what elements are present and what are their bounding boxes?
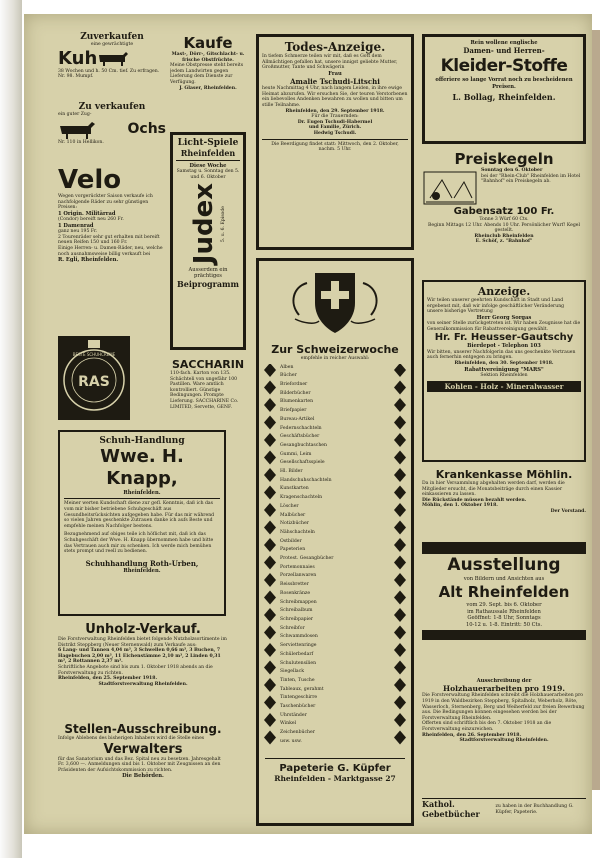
diamond-ornament: [394, 643, 406, 657]
schweiz-list-item: Bureau-Artikel: [280, 416, 315, 422]
schweiz-title: Zur Schweizerwoche: [271, 343, 399, 356]
diamond-ornament: [264, 625, 276, 639]
stellen-title: Stellen-Ausschreibung.: [64, 722, 222, 736]
diamond-ornament: [394, 485, 406, 499]
schweiz-list-item: Schreibalbum: [280, 608, 313, 614]
ad-signature: Die Behörden.: [122, 773, 164, 780]
schweiz-list-item: Zeichenbücher: [280, 730, 315, 736]
todes-title: Todes-Anzeige.: [284, 40, 386, 54]
schweiz-list-item: Geschäftsbücher: [280, 434, 320, 440]
judex-title: Judex: [189, 182, 220, 265]
papeterie-title: Papeterie G. Küpfer: [279, 762, 391, 774]
knapp-signature-city: Rheinfelden.: [123, 567, 161, 574]
ad-text: Beginn Mittags 12 Uhr. Abends 10 Uhr. Persönlicher Wurf! Kegel gestellt.: [427, 222, 580, 234]
todes-mourner: Hedwig Tschudi.: [313, 130, 357, 136]
diamond-ornament: [264, 555, 276, 569]
schweiz-list-item: Uhrständer: [280, 712, 307, 718]
ad-signature: Rheinfelden, den 30. September 1918.: [454, 360, 554, 366]
ad-text: Da in hier Versammlung abgehalten werden darf, werden die Mitglieder ersucht, die Monatsbeiträge durch einen Kassier einkassieren zu lassen.: [422, 481, 565, 498]
ad-signature: L. Bollag, Rheinfelden.: [452, 92, 556, 103]
ad-stellen: [58, 722, 228, 822]
ad-text: bei der "Rhein-Club" Rheinfelden im Hotel "Bahnhof" ein Preiskegeln ab.: [481, 173, 581, 185]
shoe-cream-tin-image: [58, 336, 130, 420]
todes-frau: Frau: [328, 70, 342, 77]
preiskegeln-title: Preiskegeln: [454, 150, 554, 168]
schweiz-list-item: usw. usw.: [280, 738, 302, 744]
schweiz-list-item: Gesangbuchtaschen: [280, 442, 327, 448]
holzhauer-title: Ausschreibung der: [476, 678, 532, 684]
ad-signature: Rheinclub Rheinfelden: [474, 233, 534, 239]
kuh-title: Kuh: [58, 47, 98, 69]
ad-text: Wir bitten, unserer Nachfolgerin das uns geschenkte Vertrauen auch fernerhin entgegen zu bringen.: [427, 349, 576, 361]
ad-text: 110-fach. Karton von 135. Schächteli von ungefähr 100 Pastillen. Ware amtlich kontrolliert. Günstige Bedingungen. Prompte Lieferung. SACCHARINE Co. LIMITED, Servette, GENF.: [170, 371, 239, 410]
schweiz-list-item: Malbücher: [280, 512, 306, 518]
diamond-ornament: [394, 695, 406, 709]
kleider-intro2: Damen- und Herren-: [463, 46, 545, 56]
ausstellung-hours: 10-12 u. 1-8. Eintritt: 50 Cts.: [465, 621, 543, 628]
schweiz-list-item: Briefordner: [280, 382, 308, 387]
schweiz-list-item: Portemonnaies: [280, 564, 315, 570]
diamond-ornament: [264, 590, 276, 604]
column-middle: [254, 18, 418, 808]
lichtspiele-dates: Samstag u. Sonntag den 5. und 6. Oktober: [176, 169, 240, 180]
schweiz-list-item: Ostbilder: [280, 538, 302, 544]
diamond-ornament: [264, 450, 276, 464]
gebet-signature: zu haben in der Buchhandlung G. Küpfer, Papeterie.: [495, 804, 574, 815]
holzhauer-title2: Holzhauerarbeiten pro 1919.: [443, 684, 565, 694]
diamond-ornament: [264, 730, 276, 744]
schweiz-subtitle: empfehle in reicher Auswahl:: [300, 356, 370, 361]
schweiz-item-list: [280, 364, 390, 754]
kaufe-title: Kaufe: [183, 34, 233, 52]
lichtspiele-city: Rheinfelden: [180, 148, 236, 158]
schweiz-list-item: Tableaux, gerahmt: [280, 686, 324, 692]
schweiz-list-item: Porzellanwaren: [280, 573, 317, 579]
beiprogramm-title: Beiprogramm: [177, 279, 239, 290]
ad-signature: Möhlin, den 1. Oktober 1918.: [422, 503, 498, 509]
schweiz-list-item: Löscher: [280, 503, 299, 509]
schweiz-list-item: Gummi, Leim: [280, 451, 312, 457]
ad-signature: R. Egli, Rheinfelden.: [58, 257, 119, 264]
ad-kleider: [422, 34, 586, 144]
ad-ochs: [58, 102, 166, 160]
ad-text: Meine Obstpresse steht bereits jedem Landwirten gegen Lieferung dem Dienste zur Verfügung.: [170, 63, 244, 85]
ad-preiskegeln: [422, 150, 586, 274]
saccharin-title: SACCHARIN: [171, 358, 245, 371]
diamond-ornament: [264, 713, 276, 727]
diamond-ornament: [264, 415, 276, 429]
ad-saccharin: [170, 358, 246, 424]
black-rule: [422, 630, 586, 640]
schweiz-list-item: Kunstkarten: [280, 486, 309, 492]
rabatt-title: Rabattvereinigung "MARS": [464, 366, 544, 373]
diamond-ornament: [394, 380, 406, 394]
diamond-ornament: [394, 608, 406, 622]
diamond-ornament: [264, 678, 276, 692]
ad-text: In tiefem Schmerze teilen wir mit, daß es Gott dem Allmächtigen gefallen hat, unsere innigst geliebte Mutter, Großmutter, Tante und Schwägerin: [262, 54, 398, 71]
todes-place: Rheinfelden, den 29. September 1918.: [285, 108, 385, 114]
schweiz-list-item: Notizbücher: [280, 521, 309, 527]
diamond-ornament: [394, 713, 406, 727]
column-right: [420, 18, 588, 819]
ad-text: Nr. 110 in Hellikon.: [58, 139, 104, 145]
ad-kuh: [58, 32, 166, 94]
divider: [262, 139, 408, 140]
diamond-ornament: [394, 468, 406, 482]
diamond-ornament: [394, 538, 406, 552]
ad-todes: [256, 34, 414, 250]
divider: [265, 758, 405, 759]
diamond-ornament: [264, 433, 276, 447]
cow-icon: [97, 49, 129, 67]
schweiz-list-item: Schulutensilien: [280, 660, 317, 666]
ad-signature: Rheinfelden, den 25. September 1918.: [58, 676, 158, 682]
judex-episode: 5. u. 6. Episode: [221, 205, 227, 242]
ad-line: 1 Damenrad: [58, 222, 94, 229]
anzeige-name: Herr Georg Sorgas: [476, 314, 532, 321]
ad-heading: Zuverkaufen: [80, 32, 144, 42]
schweiz-list-item: Kragenschachteln: [280, 495, 323, 501]
ad-text: Bezugnehmend auf obiges teile ich höflichst mit, daß ich das Schuhgeschäft der Wwe. H. Knapp übernommen habe und bitte das Vertrauen auch mir zu schenken. Ich werde mich bemühen stets prompt und reell zu bedienen.: [64, 532, 214, 555]
todes-mourners: Für die Trauernden:: [311, 114, 359, 120]
ausstellung-hours: Geöffnet: 1-8 Uhr, Sonntags: [467, 615, 541, 622]
velo-title: Velo: [58, 166, 122, 195]
schweiz-list-item: Schülerbedarf: [280, 651, 314, 657]
column-left: [56, 18, 244, 808]
lichtspiele-week: Diese Woche: [189, 163, 227, 169]
ad-line: Einige Herren- u. Damen-Räder, neu, welche noch ausnahmsweise billig verkauft bei: [58, 245, 163, 257]
schweiz-list-item: Rosenkränze: [280, 590, 311, 596]
schweiz-list-item: Handschuhschachteln: [280, 477, 332, 483]
diamond-border-left: [263, 364, 277, 754]
diamond-ornament: [394, 555, 406, 569]
knapp-city: Rheinfelden.: [123, 490, 161, 496]
schweiz-list-item: Reissbretter: [280, 582, 309, 588]
gabensatz-title: Gabensatz 100 Fr.: [453, 206, 555, 217]
black-rule: [422, 542, 586, 554]
ad-gebet: [422, 798, 586, 824]
lichtspiele-title: Licht-Spiele: [177, 138, 239, 148]
ad-anzeige: [422, 280, 586, 462]
ad-schweizerwoche: [256, 258, 414, 826]
ad-velo: [58, 166, 166, 326]
ad-text: Die Rückstände müssen bezahlt werden.: [422, 497, 527, 503]
ad-knapp: [58, 430, 226, 616]
diamond-ornament: [264, 503, 276, 517]
ad-line: 1 Origin. Militärrad: [58, 210, 116, 217]
ausstellung-title: Ausstellung: [447, 555, 561, 575]
schweiz-list-item: Nähschachteln: [280, 529, 315, 535]
schweiz-list-item: Schwammdosen: [280, 634, 318, 640]
diamond-ornament: [264, 643, 276, 657]
ox-icon: [58, 118, 98, 140]
schweiz-list-item: Schreibpapier: [280, 616, 314, 622]
anzeige-title: Anzeige.: [477, 285, 531, 298]
kleider-title: Kleider-Stoffe: [440, 56, 568, 77]
ad-signature: Rheinfelden, den 26. September 1918.: [422, 732, 522, 738]
ad-text: Meiner werten Kundschaft diene zur gefl. Kenntnis, daß ich das vom mir bisher betriebene Schuhgeschäft aus Gesundheitsrücksichten aufgegeben habe. Für das mir während so vielen Jahren geschenkte Zutrauen danke ich aufs Beste und empfehle meinen Nachfolger bestens.: [64, 501, 215, 529]
ad-signature: Stadtforstverwaltung Rheinfelden.: [459, 738, 549, 744]
divider: [176, 160, 240, 161]
watch-brand: RAS: [78, 374, 110, 390]
diamond-ornament: [394, 450, 406, 464]
ad-signature: E. Schöf, z. "Bahnhof": [475, 239, 533, 245]
knapp-heading: Schuh-Handlung: [99, 436, 185, 446]
ad-text: Die Forstverwaltung Rheinfelden bietet folgende Nutzholzsortimente im Distrikt Steppberg (Neuer Sternenwald) zum Verkaufe aus:: [58, 637, 227, 648]
ad-ausstellung: [422, 542, 586, 674]
ad-text: Wir teilen unserer geehrten Kundschaft in Stadt und Land ergebenst mit, daß wir infolge geschäftlicher Veränderung unsere bisherige Vertretung: [427, 298, 565, 315]
ad-line: 2 Tourenräder sehr gut erhalten mit bereift neuen Reifen 150 und 160 Fr.: [58, 234, 160, 246]
schweiz-list-item: Protest. Gesangbücher: [280, 556, 334, 562]
diamond-ornament: [394, 678, 406, 692]
gebet-title: Kathol. Gebetbücher: [422, 799, 480, 819]
papeterie-address: Rheinfelden - Marktgasse 27: [274, 773, 396, 783]
ausstellung-place: im Rathaussale Rheinfelden: [467, 608, 541, 615]
swiss-crest-image: [259, 263, 411, 343]
ad-text: offeriere so lange Vorrat noch zu bescheidenen Preisen.: [435, 77, 573, 90]
kranken-title: Krankenkasse Möhlin.: [435, 468, 573, 481]
knapp-signature: Schuhhandlung Roth-Urben,: [85, 558, 199, 568]
diamond-border-right: [393, 364, 407, 754]
ad-text: Die Forstverwaltung Rheinfelden schreibt die Holzhauerarbeiten pro 1919 in den Waldbezirken Steppberg, Spitalholz, Weberholz, Röte, Wasserloch, Sternenberg, Berg und Weiherfeld zur freien Bewerbung aus. Die Bedingungen können eingesehen werden bei der Forstverwaltung Rheinfelden.: [422, 693, 585, 721]
schweiz-list-item: Blumenkarten: [280, 399, 314, 405]
ad-krankenkasse: [422, 468, 586, 538]
ad-holzhauer: [422, 678, 586, 796]
bowling-illustration: [422, 168, 478, 206]
lichtspiele-extra: Ausserdem ein prächtiges: [188, 266, 228, 279]
diamond-ornament: [264, 538, 276, 552]
heusser-title: Hr. Fr. Heusser-Gautschy: [434, 332, 574, 344]
ad-holz: [58, 622, 228, 720]
ad-text: 6 Lang- und Tannen 4,04 m³, 3 Schwellen 0,66 m³, 3 Buchen, 7 Hagebuchen 2,00 m³, 11 Eichenstämme 2,10 m³, 2 Linden 0,31 m³, 2 Rottannen 2,37 m³.: [58, 648, 221, 665]
ad-signature: J. Glaser, Rheinfelden.: [179, 85, 237, 91]
ad-line: ganz neu 195 Fr.: [58, 229, 98, 235]
ad-ras: [58, 336, 130, 420]
diamond-ornament: [394, 433, 406, 447]
diamond-ornament: [264, 485, 276, 499]
ausstellung-dates: vom 29. Sept. bis 6. Oktober: [466, 602, 542, 609]
ad-text: Offerten sind schriftlich bis den 7. Oktober 1918 an die Forstverwaltung einzureichen.: [422, 721, 552, 732]
schweiz-list-item: Siegellack: [280, 669, 305, 675]
holz-title: Unholz-Verkauf.: [85, 622, 201, 637]
diamond-ornament: [394, 573, 406, 587]
verwalters-title: Verwalters: [103, 741, 183, 757]
schweiz-list-item: Hl. Bilder: [280, 469, 303, 475]
schweiz-list-item: Briefpapier: [280, 408, 307, 414]
schweiz-list-item: Winkel: [280, 721, 297, 727]
diamond-ornament: [264, 468, 276, 482]
preiskegeln-date: Sonntag den 6. Oktober: [481, 168, 543, 173]
diamond-ornament: [394, 364, 406, 377]
schweiz-list-item: Alben: [280, 364, 294, 370]
ad-line: (Condor) bereift neu 260 Fr.: [58, 217, 124, 223]
ad-text: Mast-, Dörr-, Gitschlacht- u. frische Obstfrüchte.: [171, 52, 245, 63]
diamond-ornament: [264, 660, 276, 674]
diamond-ornament: [394, 625, 406, 639]
schweiz-list-item: Serviettenringe: [280, 643, 317, 649]
ad-text: heute Nachmittag 4 Uhr, nach langem Leiden, in ihre ewige Heimat abzurufen. Wir ersuchen Sie, der teuren Verstorbenen ein liebevolles Andenken bewahren zu wollen und bitten um stille Teilnahme.: [262, 86, 408, 108]
ad-signature: Der Vorstand.: [550, 508, 586, 514]
diamond-ornament: [264, 398, 276, 412]
ad-text: für das Sanatorium und das Bez. Spital neu zu besetzen. Jahresgehalt Fr. 3,600 —. Anmeldungen sind bis 1. Oktober mit Zeugnissen an den Präsidenten der Aufsichtskommission zu richten.: [58, 756, 221, 773]
ad-text: von seiner Stelle zurückgetreten ist. Wir haben Zeugnisse hat die Generalkommission für Rabattvereinigung gewählt.: [427, 321, 581, 332]
diamond-ornament: [264, 520, 276, 534]
rabatt-subtitle: Sektion Rheinfelden: [480, 372, 528, 378]
todes-mourner: Dr. Eugen Tschudi-Habermel: [297, 119, 373, 125]
alt-rheinfelden-title: Alt Rheinfelden: [438, 583, 570, 602]
divider: [64, 498, 220, 499]
diamond-ornament: [264, 364, 276, 377]
ad-text: Wegen vorgerückter Saison verkaufe ich nachfolgende Räder zu sehr günstigen Preisen:: [58, 194, 153, 211]
diamond-ornament: [394, 520, 406, 534]
schweiz-list-item: Papeterien: [280, 547, 306, 553]
schweiz-list-item: Tintengeschirre: [280, 695, 318, 701]
knapp-name: Wwe. H. Knapp,: [100, 446, 184, 489]
diamond-ornament: [264, 695, 276, 709]
binding-edge: [0, 0, 22, 858]
schweiz-list-item: Tinten, Tusche: [280, 677, 315, 683]
ad-text: 38 Wochen und h. 50 Cm. tief. Zu erfragen. Nr. 98. Mumpf.: [58, 68, 160, 80]
diamond-ornament: [394, 398, 406, 412]
ad-subheading: ein guter Zug-: [58, 112, 92, 117]
diamond-ornament: [264, 608, 276, 622]
diamond-ornament: [264, 573, 276, 587]
diamond-ornament: [394, 503, 406, 517]
schweiz-list-item: Federnschachteln: [280, 425, 322, 431]
ad-signature: Stadtforstverwaltung Rheinfelden.: [98, 681, 188, 687]
schweiz-list-item: Schreibfor: [280, 625, 305, 631]
kohlen-banner: Kohlen - Holz - Mineralwasser: [427, 381, 581, 392]
watch-ring-text: BESTE SCHUHCREME: [72, 352, 116, 357]
schweiz-list-item: Schreibmappen: [280, 599, 317, 605]
ausstellung-subtitle: von Bildern und Ansichten aus: [463, 576, 545, 582]
ad-kaufe: [170, 34, 246, 128]
ad-text: Schriftliche Angebote sind bis zum 1. Oktober 1918 abends an die Forstverwaltung zu richten.: [58, 664, 213, 676]
schweiz-list-item: Taschenbücher: [280, 704, 316, 710]
diamond-ornament: [394, 660, 406, 674]
todes-mourner: und Familie, Zürich.: [308, 125, 362, 131]
diamond-ornament: [394, 590, 406, 604]
ad-lichtspiele: [170, 132, 246, 350]
kleider-intro: Rein wollene englische: [470, 40, 538, 46]
schweiz-list-item: Bilderbücher: [280, 390, 311, 396]
diamond-ornament: [394, 730, 406, 744]
diamond-ornament: [394, 415, 406, 429]
ad-subheading: eine gewrächtigte: [90, 42, 134, 47]
ad-heading: Zu verkaufen: [78, 102, 146, 112]
diamond-ornament: [264, 380, 276, 394]
ochs-title: Ochs: [127, 120, 166, 137]
ad-text: Infolge Ablebens des bisherigen Inhabers wird die Stelle eines: [58, 736, 205, 741]
ad-text: Tonne 3 Würf 60 Cts.: [479, 217, 529, 222]
heusser-subtitle: Bierdepot - Telephon 103: [467, 343, 541, 350]
todes-burial: Die Beerdigung findet statt: Mittwoch, den 2. Oktober, nachm. 5 Uhr.: [271, 141, 399, 153]
schweiz-list-item: Bücher: [280, 373, 297, 379]
todes-name: Amalie Tschudi-Litschi: [290, 77, 380, 87]
schweiz-list-item: Gesellschaftsspiele: [280, 460, 325, 466]
